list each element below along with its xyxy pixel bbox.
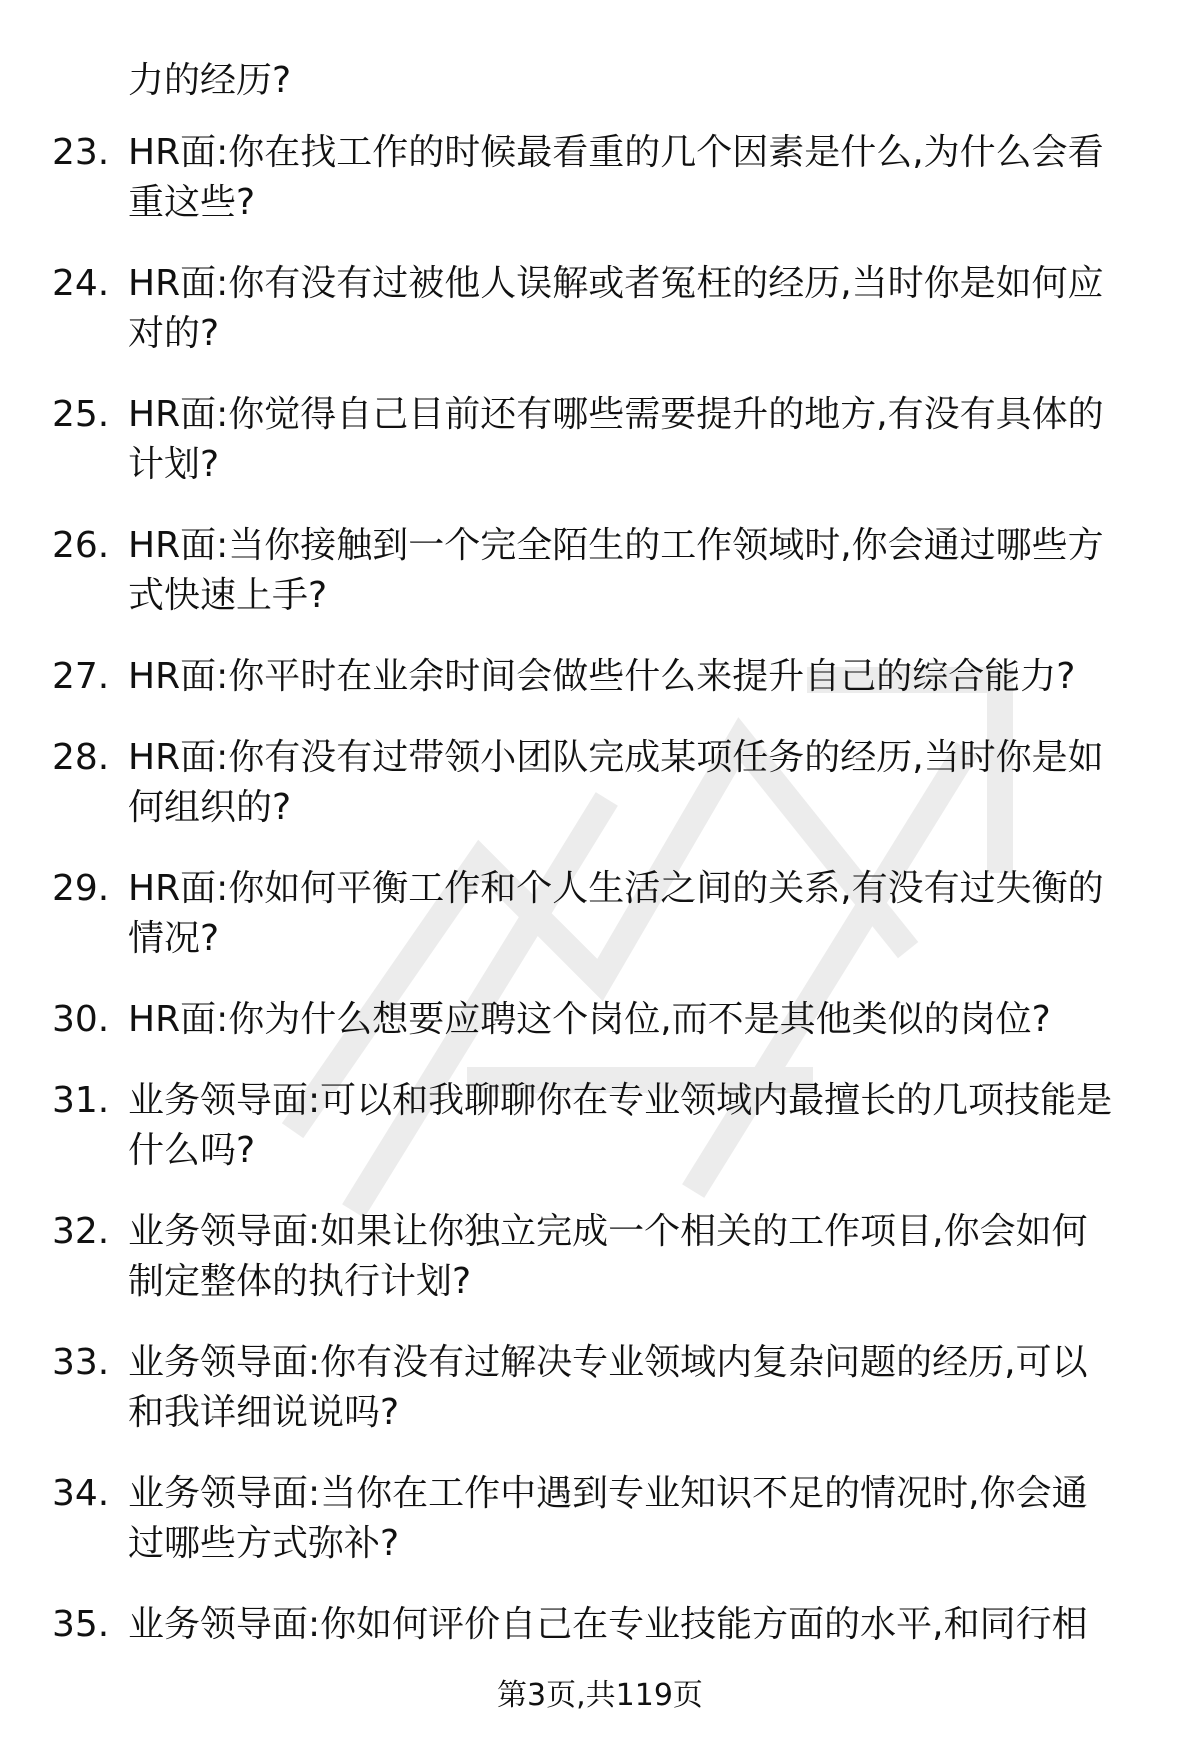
question-text (128, 390, 1163, 490)
question-text-line: 业务领导面:你有没有过解决专业领域内复杂问题的经历,可以 (128, 1342, 1088, 1383)
continuation-line: 力的经历? (128, 60, 292, 101)
question-text-line: 业务领导面:如果让你独立完成一个相关的工作项目,你会如何 (128, 1211, 1088, 1252)
question-text-line: HR面:当你接触到一个完全陌生的工作领域时,你会通过哪些方 (128, 525, 1104, 566)
question-number: 26. (52, 525, 110, 566)
question-text-line: 计划? (128, 444, 220, 485)
question-text-line: 重这些? (128, 182, 256, 223)
question-text-line: 何组织的? (128, 787, 292, 828)
question-number: 27. (52, 656, 110, 697)
question-text-line: HR面:你觉得自己目前还有哪些需要提升的地方,有没有具体的 (128, 394, 1104, 435)
question-text-line: HR面:你如何平衡工作和个人生活之间的关系,有没有过失衡的 (128, 868, 1104, 909)
question-text-line: 式快速上手? (128, 575, 328, 616)
question-text-line: 业务领导面:你如何评价自己在专业技能方面的水平,和同行相 (128, 1604, 1088, 1645)
question-number: 24. (52, 263, 110, 304)
question-number: 34. (52, 1473, 110, 1514)
question-text-line: 过哪些方式弥补? (128, 1523, 400, 1564)
question-text-line: 情况? (128, 918, 220, 959)
question-text-line: HR面:你平时在业余时间会做些什么来提升自己的综合能力? (128, 656, 1076, 697)
question-number: 35. (52, 1604, 110, 1645)
question-text-line: HR面:你为什么想要应聘这个岗位,而不是其他类似的岗位? (128, 999, 1051, 1040)
question-number: 23. (52, 132, 110, 173)
question-number: 32. (52, 1211, 110, 1252)
question-text-line: 什么吗? (128, 1130, 256, 1171)
question-text-line: 业务领导面:当你在工作中遇到专业知识不足的情况时,你会通 (128, 1473, 1088, 1514)
question-text (128, 521, 1163, 621)
question-number: 30. (52, 999, 110, 1040)
question-text (128, 259, 1163, 359)
question-text (128, 128, 1163, 228)
page-footer: 第3页,共119页 (497, 1678, 703, 1713)
question-text-line: 制定整体的执行计划? (128, 1261, 472, 1302)
question-text (128, 733, 1163, 833)
question-text-line: 和我详细说说吗? (128, 1392, 400, 1433)
question-text (128, 1469, 1163, 1569)
question-number: 25. (52, 394, 110, 435)
question-text-line: HR面:你在找工作的时候最看重的几个因素是什么,为什么会看 (128, 132, 1104, 173)
question-text-line: HR面:你有没有过被他人误解或者冤枉的经历,当时你是如何应 (128, 263, 1104, 304)
question-number: 33. (52, 1342, 110, 1383)
question-text-line: 业务领导面:可以和我聊聊你在专业领域内最擅长的几项技能是 (128, 1080, 1113, 1121)
question-number: 29. (52, 868, 110, 909)
question-text (128, 1076, 1163, 1176)
question-text-line: 对的? (128, 313, 220, 354)
question-number: 28. (52, 737, 110, 778)
question-number: 31. (52, 1080, 110, 1121)
question-text (128, 864, 1163, 964)
question-text (128, 1600, 1163, 1650)
question-text (128, 995, 1163, 1045)
question-text (128, 652, 1163, 702)
question-text-line: HR面:你有没有过带领小团队完成某项任务的经历,当时你是如 (128, 737, 1104, 778)
question-text (128, 1207, 1163, 1307)
question-text (128, 1338, 1163, 1438)
